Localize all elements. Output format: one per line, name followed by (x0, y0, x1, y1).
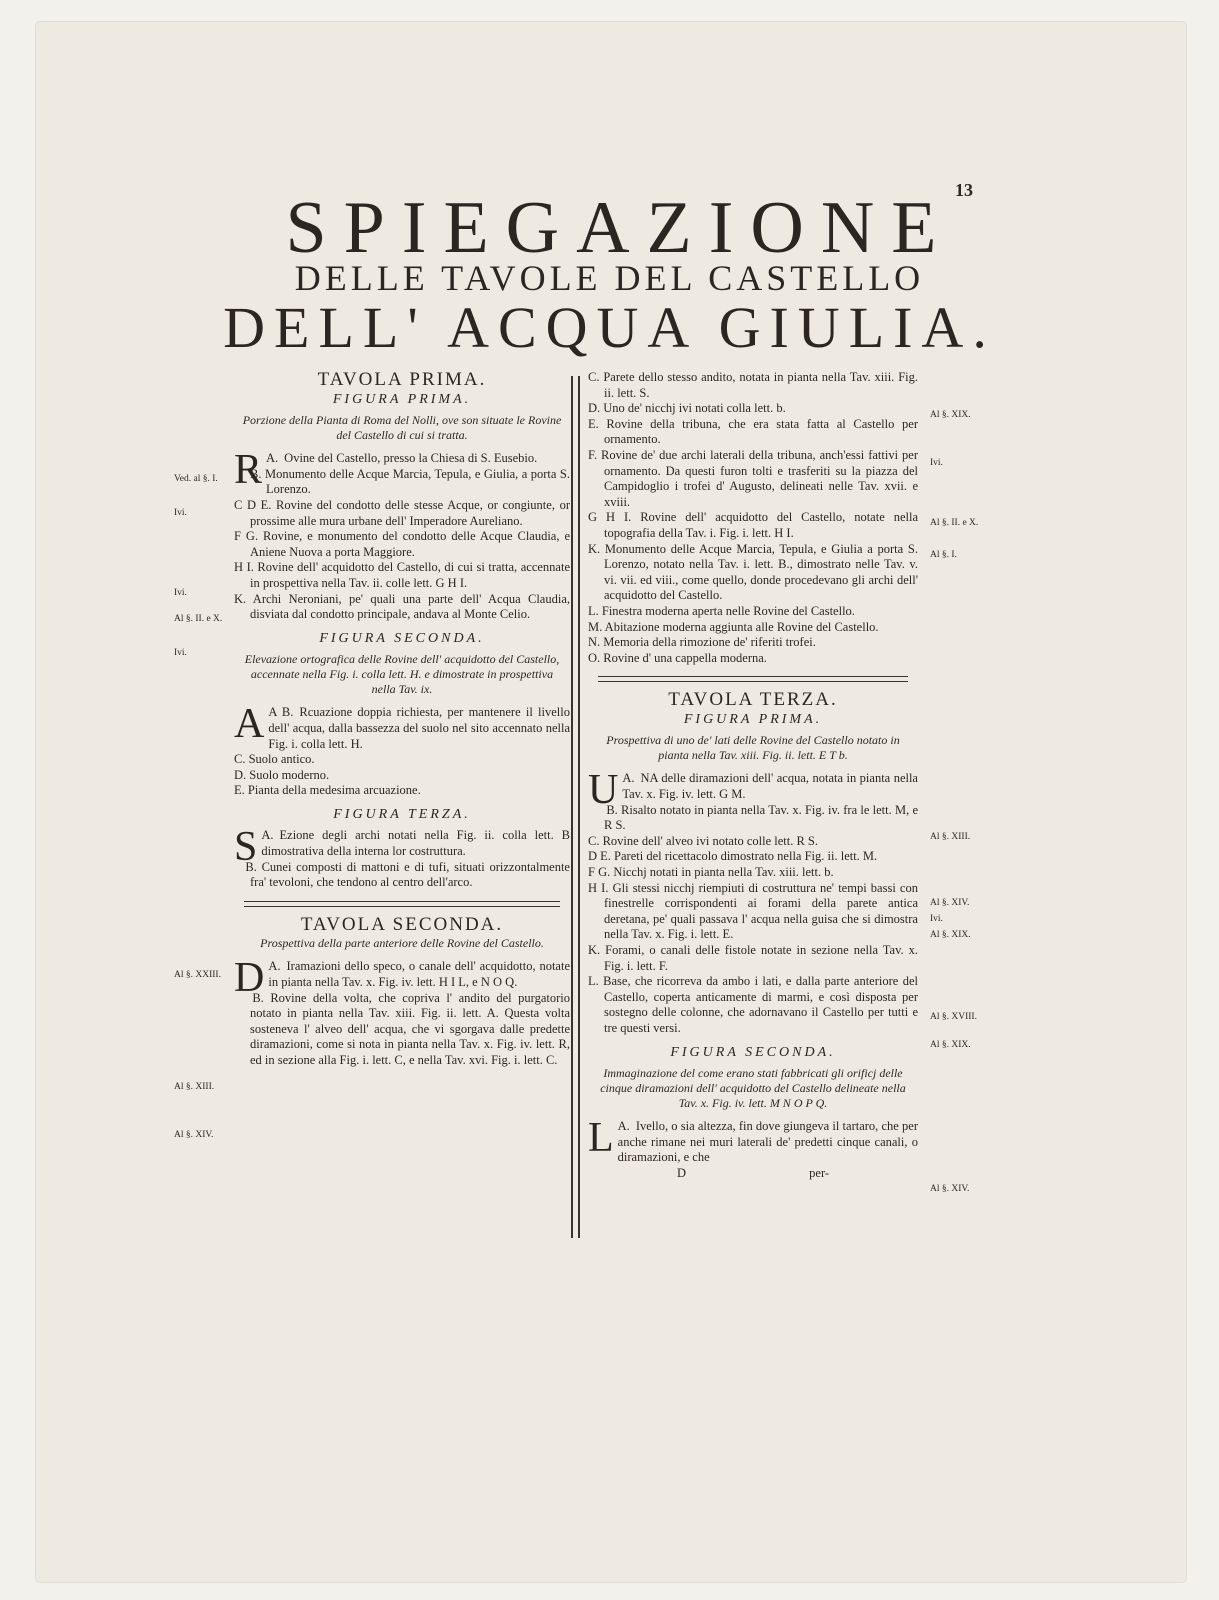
entry-text: F G. Nicchj notati in pianta nella Tav. xiii. lett. b. (588, 865, 834, 880)
figura-seconda-caption: Elevazione ortografica delle Rovine dell' acquidotto del Castello, accennate nella Fig. i. colla lett. H. e dimostrate in prospettiva nella Tav. ix. (244, 652, 560, 697)
entry-label: A. (261, 828, 274, 843)
entry-text: D. Suolo moderno. (234, 767, 330, 782)
tt-figura-seconda-caption: Immaginazione del come erano stati fabbricati gli orificj delle cinque diramazioni dell' acquidotto del Castello delineate nella Tav. x. Fig. iv. lett. M N O P Q. (600, 1066, 906, 1111)
entry-text: C D E. Rovine del condotto delle stesse Acque, or congiunte, or prossime alle mura urbane dell' Imperadore Aureliano. (234, 497, 570, 528)
entry-item (234, 991, 570, 1069)
margin-note: Ivi. (930, 458, 943, 468)
margin-note: Al §. XIV. (174, 1130, 214, 1140)
drop-capital: A (234, 701, 265, 748)
tt-figura-seconda-heading: FIGURA SECONDA. (670, 1044, 836, 1060)
tavola-terza-heading: TAVOLA TERZA. (668, 689, 838, 711)
page-number: 13 (955, 180, 973, 200)
entry-item (588, 1115, 918, 1166)
entry-item (234, 498, 570, 529)
drop-capital: U (588, 767, 619, 814)
entry-text: L. Base, che ricorreva da ambo i lati, e dalla parte anteriore del Castello, coperta anticamente di marmi, e così disposta per sostegno delle colonne, che adornavano il Castello per tutti e tre questi versi. (588, 974, 918, 1035)
entry-item: C. Parete dello stesso andito, notata in pianta nella Tav. xiii. Fig. ii. lett. S. (588, 370, 918, 400)
figura-seconda-heading: FIGURA SECONDA. (319, 630, 485, 646)
margin-note: Ivi. (174, 508, 187, 518)
tavola-prima-heading: TAVOLA PRIMA. (317, 369, 487, 390)
tavola-seconda-heading: TAVOLA SECONDA. (300, 913, 504, 935)
entry-item (588, 849, 918, 865)
entry-item: K. Monumento delle Acque Marcia, Tepula, e Giulia a porta S. Lorenzo, notato nella Tav. i. lett. B., dimostrato nelle Tav. v. vi. vii. ed viii., come quello, donde procedevano gli archi dell' acquidotto del Castello. (588, 541, 918, 603)
title-main: SPIEGAZIONE (285, 187, 954, 269)
entry-item: F. Rovine de' due archi laterali della tribuna, anch'essi fattivi per ornamento. Da questi furon tolti e trasferiti su la piazza del Campidoglio i trofei d' Augusto, delineati nelle Tav. xvii. e xviii. (588, 447, 918, 509)
entry-item (588, 803, 918, 834)
entry-item (234, 529, 570, 560)
tt-fs-entries (588, 1115, 918, 1166)
tt-figura-prima-caption: Prospettiva di uno de' lati delle Rovine del Castello notato in pianta nella Tav. xiii. Fig. ii. lett. E T b. (606, 733, 900, 763)
catchword: per- (809, 1165, 830, 1180)
entry-text: C. Rovine dell' alveo ivi notato colle lett. R S. (588, 833, 818, 848)
entry-item (588, 767, 918, 814)
ts-entries (234, 955, 570, 1068)
entry-text: E. Pianta della medesima arcuazione. (234, 783, 421, 798)
margin-note: Ivi. (174, 588, 187, 598)
margin-note: Al §. XIV. (930, 898, 970, 908)
entry-item (234, 701, 570, 752)
entry-text: B. Monumento delle Acque Marcia, Tepula, e Giulia, a porta S. Lorenzo. (250, 466, 570, 497)
right-column (588, 370, 918, 1182)
margin-note: Al §. II. e X. (930, 518, 979, 528)
tp-ft-entries (234, 824, 570, 890)
figura-prima-caption: Porzione della Pianta di Roma del Nolli, ove son situate le Rovine del Castello di cui si tratta. (242, 413, 562, 443)
tt-figura-prima-heading: FIGURA PRIMA. (683, 711, 823, 727)
entry-item (234, 824, 570, 871)
entry-label: A. (266, 451, 279, 466)
entry-item (234, 752, 570, 768)
left-column (234, 369, 570, 1069)
margin-note: Al §. XIX. (930, 1040, 971, 1050)
tp-fp-entries (234, 447, 570, 623)
entry-item (234, 592, 570, 623)
title-big: DELL' ACQUA GIULIA. (223, 295, 996, 360)
margin-note: Al §. XIX. (930, 410, 971, 420)
entry-item (588, 881, 918, 943)
entry-text: B. Cunei composti di mattoni e di tufi, situati orizzontalmente fra' tevoloni, che tendono al centro dell'arco. (245, 859, 570, 890)
margin-note: Ivi. (930, 914, 943, 924)
entry-text: H I. Rovine dell' acquidotto del Castello, di cui si tratta, accennate in prospettiva nella Tav. ii. colle lett. G H I. (234, 560, 570, 590)
margin-note: Ved. al §. I. (174, 474, 218, 484)
drop-capital: R (234, 447, 263, 494)
entry-text: C. Suolo antico. (234, 752, 315, 767)
column-divider (571, 376, 580, 1238)
title-sub: DELLE TAVOLE DEL CASTELLO (294, 258, 925, 298)
tavola-seconda-caption: Prospettiva della parte anteriore delle Rovine del Castello. (260, 936, 544, 951)
entry-text: NA delle diramazioni dell' acqua, notata in pianta nella Tav. x. Fig. iv. lett. G M. (622, 771, 918, 802)
entry-item (234, 560, 570, 591)
tp-fs-entries (234, 701, 570, 799)
entry-text: D E. Pareti del ricettacolo dimostrato nella Fig. ii. lett. M. (588, 849, 878, 864)
section-rule (244, 901, 560, 907)
entry-text: Ezione degli archi notati nella Fig. ii. colla lett. B dimostrativa della interna lor costruttura. (261, 828, 570, 859)
entry-text: K. Forami, o canali delle fistole notate in sezione nella Tav. x. Fig. i. lett. F. (588, 943, 918, 973)
entry-text: Iramazioni dello speco, o canale dell' acquidotto, notate in pianta nella Tav. x. Fig. iv. lett. H I L, e N O Q. (268, 959, 570, 990)
margin-note: Al §. I. (930, 550, 957, 560)
drop-capital: D (234, 955, 265, 1002)
margin-note: Al §. XIV. (930, 1184, 970, 1194)
figura-prima-heading: FIGURA PRIMA. (332, 391, 472, 407)
entry-text: K. Archi Neroniani, pe' quali una parte dell' Acqua Claudia, disviata dal condotto principale, andava al Monte Celio. (234, 591, 570, 622)
tt-fp-entries (588, 767, 918, 1036)
entry-item (234, 955, 570, 1002)
drop-capital: S (234, 824, 258, 871)
entry-item: L. Finestra moderna aperta nelle Rovine del Castello. (588, 603, 855, 618)
margin-note: Al §. XIII. (174, 1082, 215, 1092)
margin-note: Al §. XIII. (930, 832, 971, 842)
figura-terza-heading: FIGURA TERZA. (333, 806, 471, 822)
entry-label: A. (622, 771, 635, 786)
entry-item (588, 865, 918, 881)
margin-note: Ivi. (174, 648, 187, 658)
page-footer (588, 1166, 918, 1182)
entry-text: B. Risalto notato in pianta nella Tav. x. Fig. iv. fra le lett. M, e R S. (604, 802, 918, 833)
entry-label: A. (268, 959, 281, 974)
entry-item: D. Uno de' nicchj ivi notati colla lett. b. (588, 401, 786, 416)
entry-item: N. Memoria della rimozione de' riferiti trofei. (588, 635, 816, 650)
margin-note: Al §. XXIII. (174, 970, 221, 980)
margin-note: Al §. XVIII. (930, 1012, 977, 1022)
entry-text: F G. Rovine, e monumento del condotto delle Acque Claudia, e Aniene Nuova a porta Maggiore. (234, 529, 570, 559)
entry-item (234, 783, 570, 799)
entry-item: G H I. Rovine dell' acquidotto del Castello, notate nella topografia della Tav. i. Fig. i. lett. H I. (588, 510, 918, 540)
entry-item (588, 834, 918, 850)
entry-item (588, 974, 918, 1036)
entry-item (234, 860, 570, 891)
entry-item (588, 943, 918, 974)
section-rule (598, 676, 908, 682)
entry-item: M. Abitazione moderna aggiunta alle Rovine del Castello. (588, 619, 879, 634)
signature-mark: D (676, 1165, 687, 1180)
margin-note: Al §. II. e X. (174, 614, 223, 624)
entry-text: Rcuazione doppia richiesta, per mantenere il livello dell' acqua, dalla bassezza del suolo nel sito accennato nella Fig. i. colla lett. H. (268, 705, 570, 751)
entry-item (234, 467, 570, 498)
drop-capital: L (588, 1115, 614, 1162)
margin-note: Al §. XIX. (930, 930, 971, 940)
entry-item: E. Rovine della tribuna, che era stata fatta al Castello per ornamento. (588, 416, 918, 447)
entry-text: Ivello, o sia altezza, fin dove giungeva il tartaro, che per anche rimane nei muri laterali de' predetti cinque canali, o diramazioni, e che (617, 1119, 918, 1165)
entry-text: B. Rovine della volta, che copriva l' andito del purgatorio notato in pianta nella Tav. xiii. Fig. ii. lett. A. Questa volta sosteneva l' alveo dell' acqua, che vi sgorgava dalle predette diramazioni, come si nota in pianta nella Tav. x. Fig. iv. lett. R, ed in sezione alla Fig. i. lett. C, e nella Tav. xvi. Fig. i. lett. C. (250, 990, 570, 1067)
continuation-entries (588, 370, 918, 666)
entry-label: A B. (268, 705, 294, 720)
entry-item (234, 768, 570, 784)
entry-item: O. Rovine d' una cappella moderna. (588, 650, 767, 665)
entry-label: A. (617, 1119, 630, 1134)
entry-text: H I. Gli stessi nicchj riempiuti di costruttura ne' tempi bassi con finestrelle corrispondenti ai forami della parete antica deretana, pe' quali passava l' acqua nella guisa che si dimostra nella Tav. x. Fig. i. lett. E. (588, 880, 918, 942)
entry-text: Ovine del Castello, presso la Chiesa di S. Eusebio. (284, 451, 538, 466)
